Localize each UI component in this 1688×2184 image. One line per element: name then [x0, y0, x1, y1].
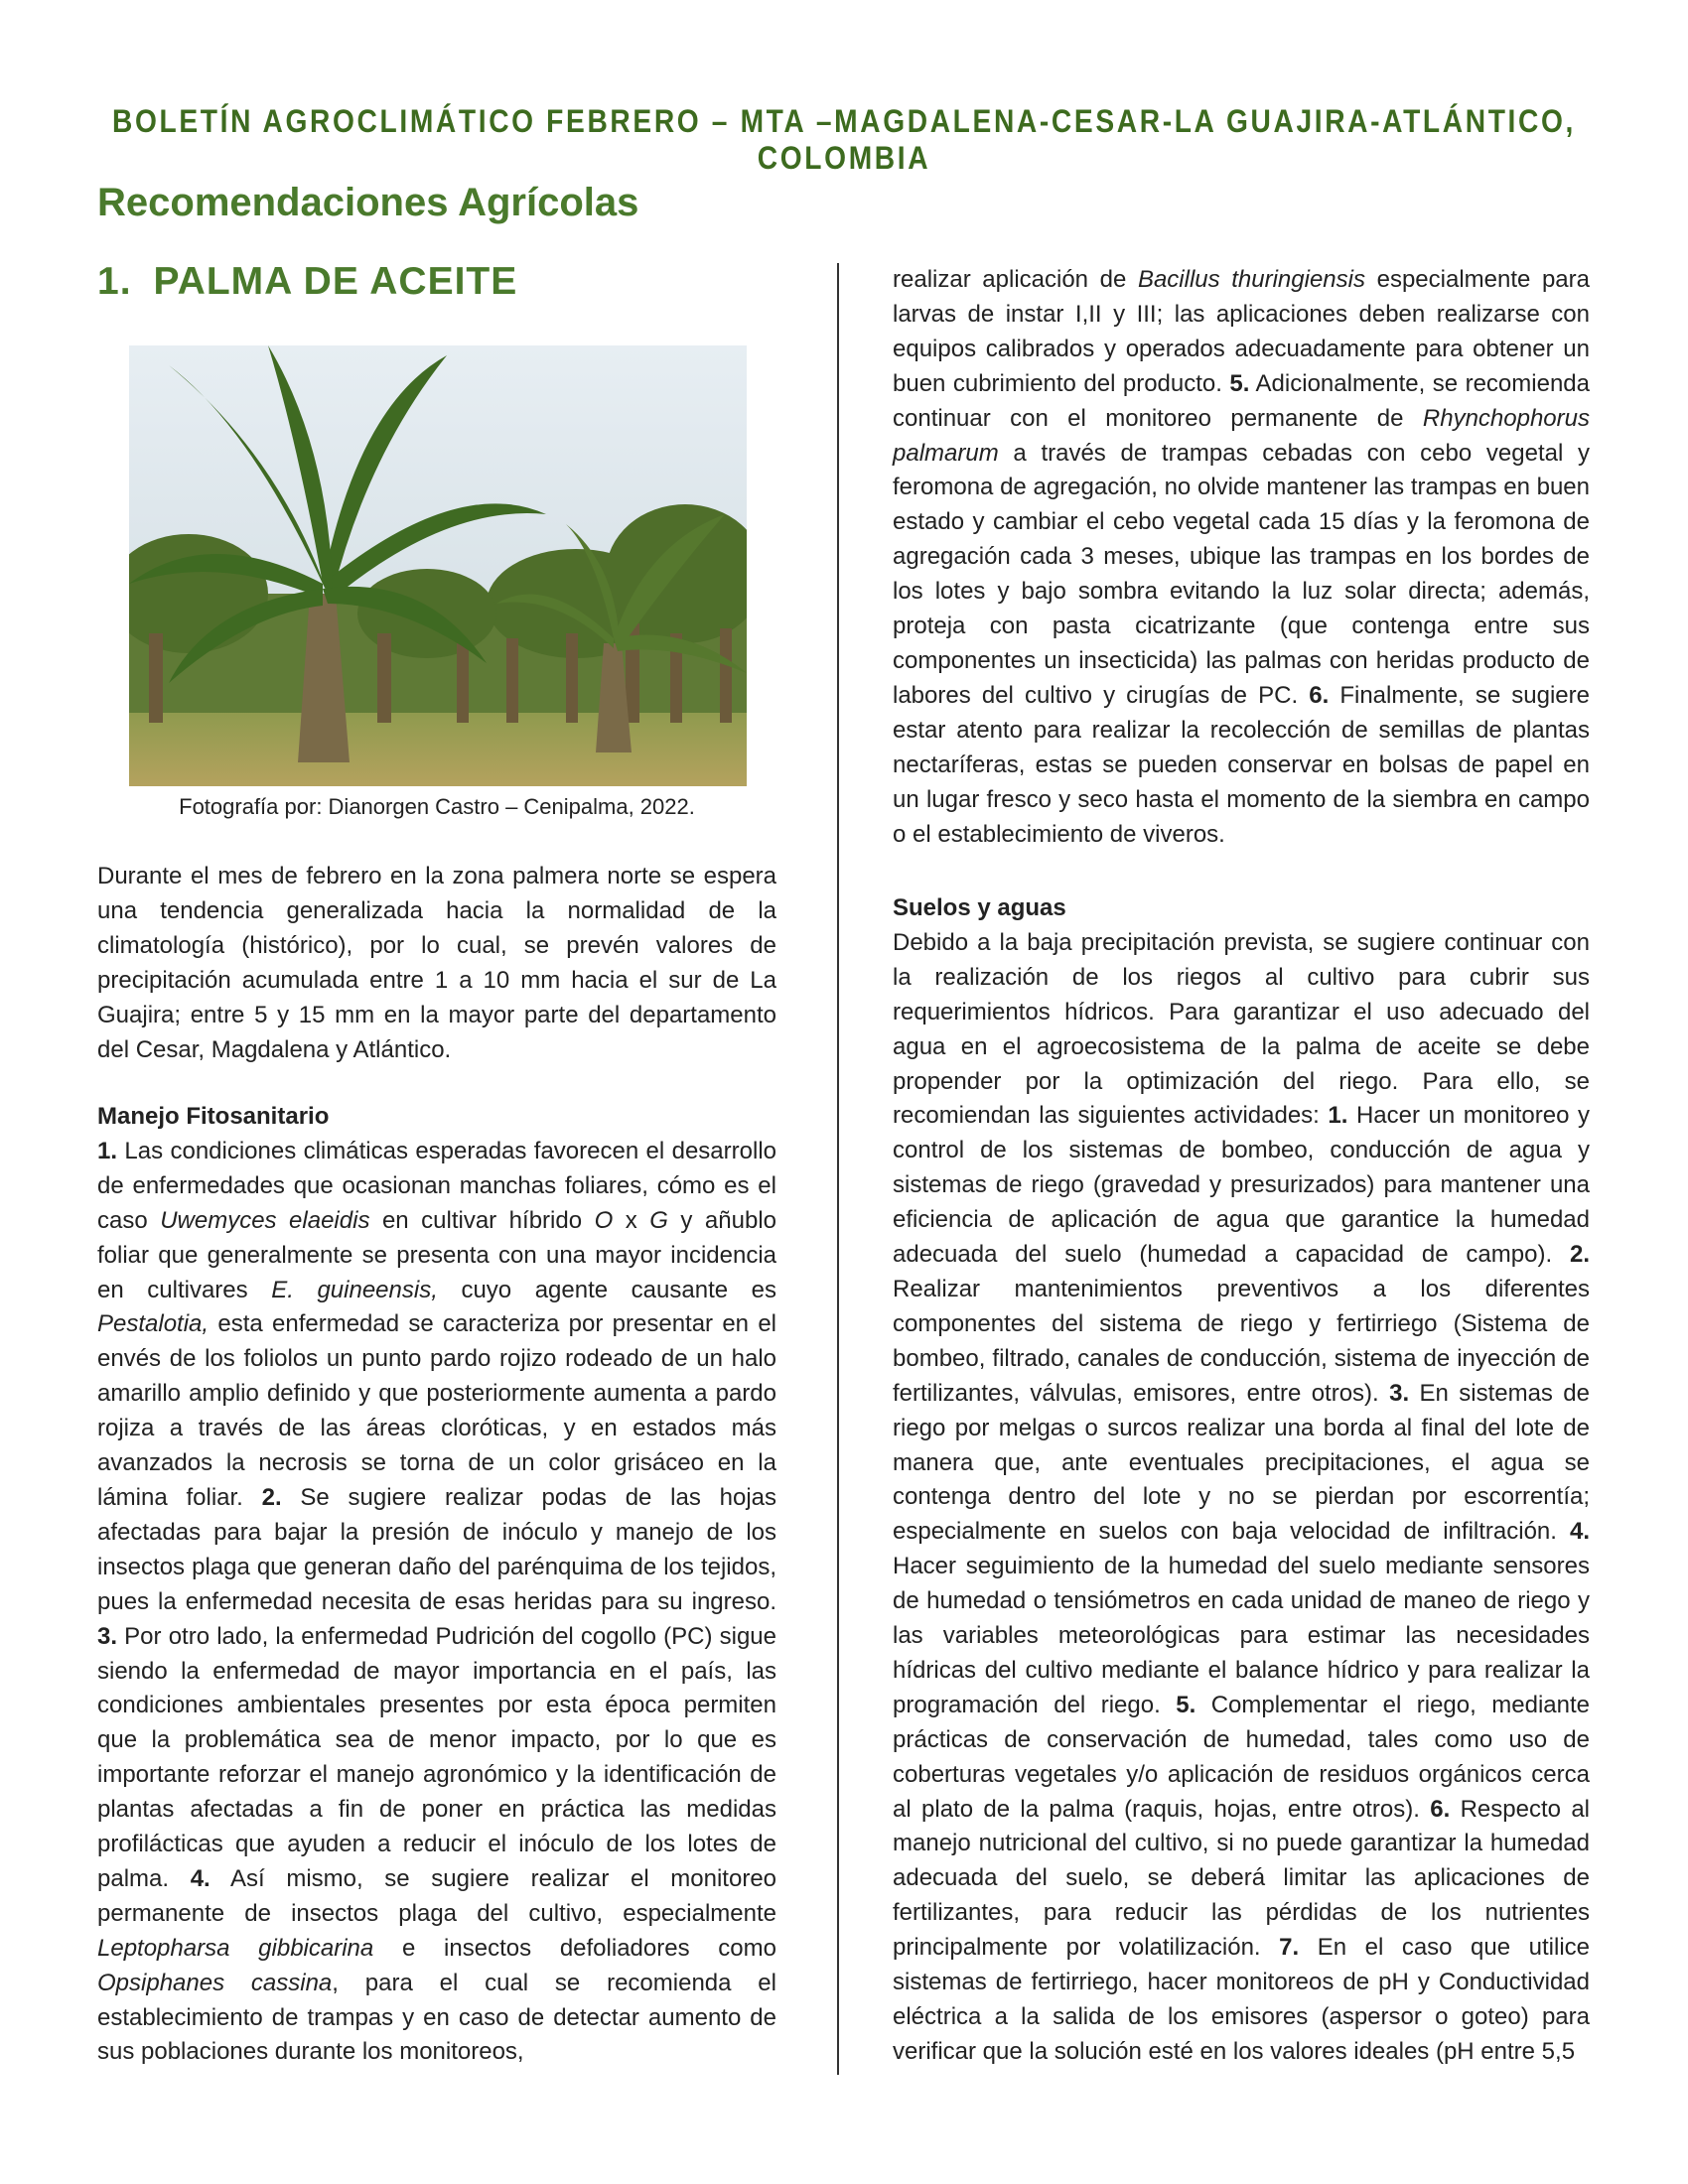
- column-divider: [837, 263, 839, 2075]
- bulletin-header: BOLETÍN AGROCLIMÁTICO FEBRERO – MTA –MAGDALENA-CESAR-LA GUAJIRA-ATLÁNTICO, COLOMBIA: [112, 103, 1576, 176]
- species-name: Pestalotia,: [97, 1310, 210, 1338]
- fitosanitario-section: [97, 1100, 776, 2070]
- paragraph-text: Respecto al manejo nutricional del cultivo, si no puede garantizar la humedad adecuada del suelo, se deberá limitar las aplicaciones de fertilizantes, para reducir las pérdidas de los nutrientes principalmente por volatilización.: [893, 1795, 1591, 1962]
- item-number: 2.: [261, 1483, 282, 1511]
- intro-paragraph: [97, 860, 776, 1067]
- item-number: 2.: [1569, 1241, 1590, 1269]
- paragraph-text: e insectos defoliadores como: [373, 1934, 776, 1962]
- paragraph-text: Complementar el riego, mediante prácticas de conservación de humedad, tales como uso de coberturas vegetales y/o aplicación de residuos orgánicos cerca al plato de la palma (raquis, hojas, entre otros).: [893, 1691, 1590, 1823]
- paragraph-text: Las condiciones climáticas esperadas favorecen el desarrollo de enfermedades que ocasionan manchas foliares, cómo es el caso: [97, 1137, 776, 1234]
- item-number: 7.: [1279, 1934, 1300, 1962]
- paragraph-text: especialmente para larvas de instar I,II y III; las aplicaciones deben realizarse con equipos calibrados y operados adecuadamente para obtener un buen cubrimiento del producto.: [893, 266, 1590, 397]
- paragraph-text: Por otro lado, la enfermedad Pudrición del cogollo (PC) sigue siendo la enfermedad de mayor importancia en el país, las condiciones ambientales presentes por esta época permiten que la problemática sea de menor impacto, por lo que es importante reforzar el manejo agronómico y la identificación de plantas afectadas a fin de poner en práctica las medidas profilácticas que ayuden a reducir el inóculo de los lotes de palma.: [97, 1622, 776, 1892]
- paragraph-text: cuyo agente causante es: [437, 1276, 777, 1303]
- paragraph-text: Realizar mantenimientos preventivos a los diferentes componentes del sistema de riego y fertirriego (Sistema de bombeo, filtrado, canales de conducción, sistema de inyección de fertilizantes, válvulas, emisores, entre otros).: [893, 1275, 1590, 1407]
- paragraph-text: realizar aplicación de: [893, 266, 1138, 293]
- species-name: O: [594, 1206, 614, 1234]
- species-name: E. guineensis,: [271, 1276, 438, 1303]
- suelos-section: [893, 891, 1590, 2070]
- photo-caption: Fotografía por: Dianorgen Castro – Cenipalma, 2022.: [179, 794, 695, 819]
- species-name: G: [649, 1206, 668, 1234]
- paragraph-text: Finalmente, se sugiere estar atento para realizar la recolección de semillas de plantas nectaríferas, estas se pueden conservar en bolsas de papel en un lugar fresco y seco hasta el momento de la siembra en campo o el establecimiento de viveros.: [893, 681, 1590, 848]
- paragraph-text: Hacer seguimiento de la humedad del suelo mediante sensores de humedad o tensiómetros en cada unidad de maneo de riego y las variables meteorológicas para estimar las necesidades hídricas del cultivo mediante el balance hídrico y para realizar la programación del riego.: [893, 1553, 1590, 1718]
- species-name: Uwemyces elaeidis: [160, 1206, 370, 1234]
- item-number: 1.: [97, 1137, 118, 1164]
- species-name: Leptopharsa gibbicarina: [97, 1934, 374, 1962]
- fitosanitario-heading: Manejo Fitosanitario: [97, 1103, 330, 1130]
- item-number: 3.: [1389, 1379, 1410, 1407]
- item-number: 6.: [1309, 681, 1330, 709]
- paragraph-text: Adicionalmente, se recomienda continuar con el monitoreo permanente de: [893, 369, 1590, 432]
- paragraph-text: Hacer un monitoreo y control de los sistemas de bombeo, conducción de agua y sistemas de riego (gravedad y presurizados) para mantener una eficiencia de aplicación de agua que garantice la humedad adecuada del suelo (humedad a capacidad de campo).: [893, 1102, 1590, 1269]
- chapter-number: 1.: [97, 260, 132, 303]
- species-name: Rhynchophorus palmarum: [893, 404, 1590, 467]
- item-number: 5.: [1176, 1691, 1196, 1718]
- paragraph-text: y añublo foliar que generalmente se presenta con una mayor incidencia en cultivares: [97, 1206, 776, 1303]
- suelos-heading: Suelos y aguas: [893, 894, 1066, 921]
- paragraph-text: Debido a la baja precipitación prevista, se sugiere continuar con la realización de los riegos al cultivo para cubrir sus requerimientos hídricos. Para garantizar el uso adecuado del agua en el agroecosistema de la palma de aceite se debe propender por la optimización del riego. Para ello, se recomiendan las siguientes actividades:: [893, 928, 1590, 1130]
- chapter-name: PALMA DE ACEITE: [153, 260, 518, 303]
- paragraph-text: x: [613, 1206, 650, 1234]
- item-number: 4.: [1569, 1518, 1590, 1546]
- paragraph-text: esta enfermedad se caracteriza por presentar en el envés de los foliolos un punto pardo rojizo rodeado de un halo amarillo amplio definido y que posteriormente aumenta a pardo rojiza a través de las áreas cloróticas, y en estados más avanzados la necrosis se torna de un color grisáceo en la lámina foliar.: [97, 1310, 776, 1511]
- species-name: Bacillus thuringiensis: [1137, 266, 1365, 293]
- item-number: 6.: [1430, 1795, 1451, 1823]
- paragraph-text: En sistemas de riego por melgas o surcos realizar una borda al final del lote de manera que, ante eventuales precipitaciones, el agua se contenga dentro del lote y no se pierdan por escorrentía; especialmente en suelos con baja velocidad de infiltración.: [893, 1379, 1590, 1546]
- paragraph-text: Así mismo, se sugiere realizar el monitoreo permanente de insectos plaga del cultivo, especialmente: [97, 1864, 777, 1927]
- paragraph-text: En el caso que utilice sistemas de fertirriego, hacer monitoreos de pH y Conductividad eléctrica a la salida de los emisores (aspersor o goteo) para verificar que la solución esté en los valores ideales (pH entre 5,5: [893, 1934, 1590, 2065]
- fitosanitario-continued: [893, 263, 1590, 852]
- paragraph-text: , para el cual se recomienda el establecimiento de trampas y en caso de detectar aumento de sus poblaciones durante los monitoreos,: [97, 1969, 776, 2066]
- paragraph-text: Se sugiere realizar podas de las hojas afectadas para bajar la presión de inóculo y manejo de los insectos plaga que generan daño del parénquima de los tejidos, pues la enfermedad necesita de esas heridas para su ingreso.: [97, 1483, 776, 1615]
- paragraph-text: a través de trampas cebadas con cebo vegetal y feromona de agregación, no olvide mantener las trampas en buen estado y cambiar el cebo vegetal cada 15 días y la feromona de agregación cada 3 meses, ubique las trampas en los bordes de los lotes y bajo sombra evitando la luz solar directa; además, proteja con pasta cicatrizante (que contenga entre sus componentes un insecticida) las palmas con heridas producto de labores del cultivo y cirugías de PC.: [893, 439, 1590, 709]
- item-number: 4.: [190, 1864, 211, 1892]
- chapter-title: [97, 260, 517, 304]
- section-title: Recomendaciones Agrícolas: [97, 181, 639, 224]
- intro-text: Durante el mes de febrero en la zona palmera norte se espera una tendencia generalizada hacia la normalidad de la climatología (histórico), por lo cual, se prevén valores de precipitación acumulada entre 1 a 10 mm hacia el sur de La Guajira; entre 5 y 15 mm en la mayor parte del departamento del Cesar, Magdalena y Atlántico.: [97, 863, 776, 1063]
- species-name: Opsiphanes cassina: [97, 1969, 333, 1996]
- item-number: 3.: [97, 1622, 118, 1650]
- item-number: 1.: [1328, 1102, 1348, 1130]
- item-number: 5.: [1229, 369, 1250, 397]
- oil-palm-plantation-photo: [129, 345, 747, 786]
- paragraph-text: en cultivar híbrido: [369, 1206, 595, 1234]
